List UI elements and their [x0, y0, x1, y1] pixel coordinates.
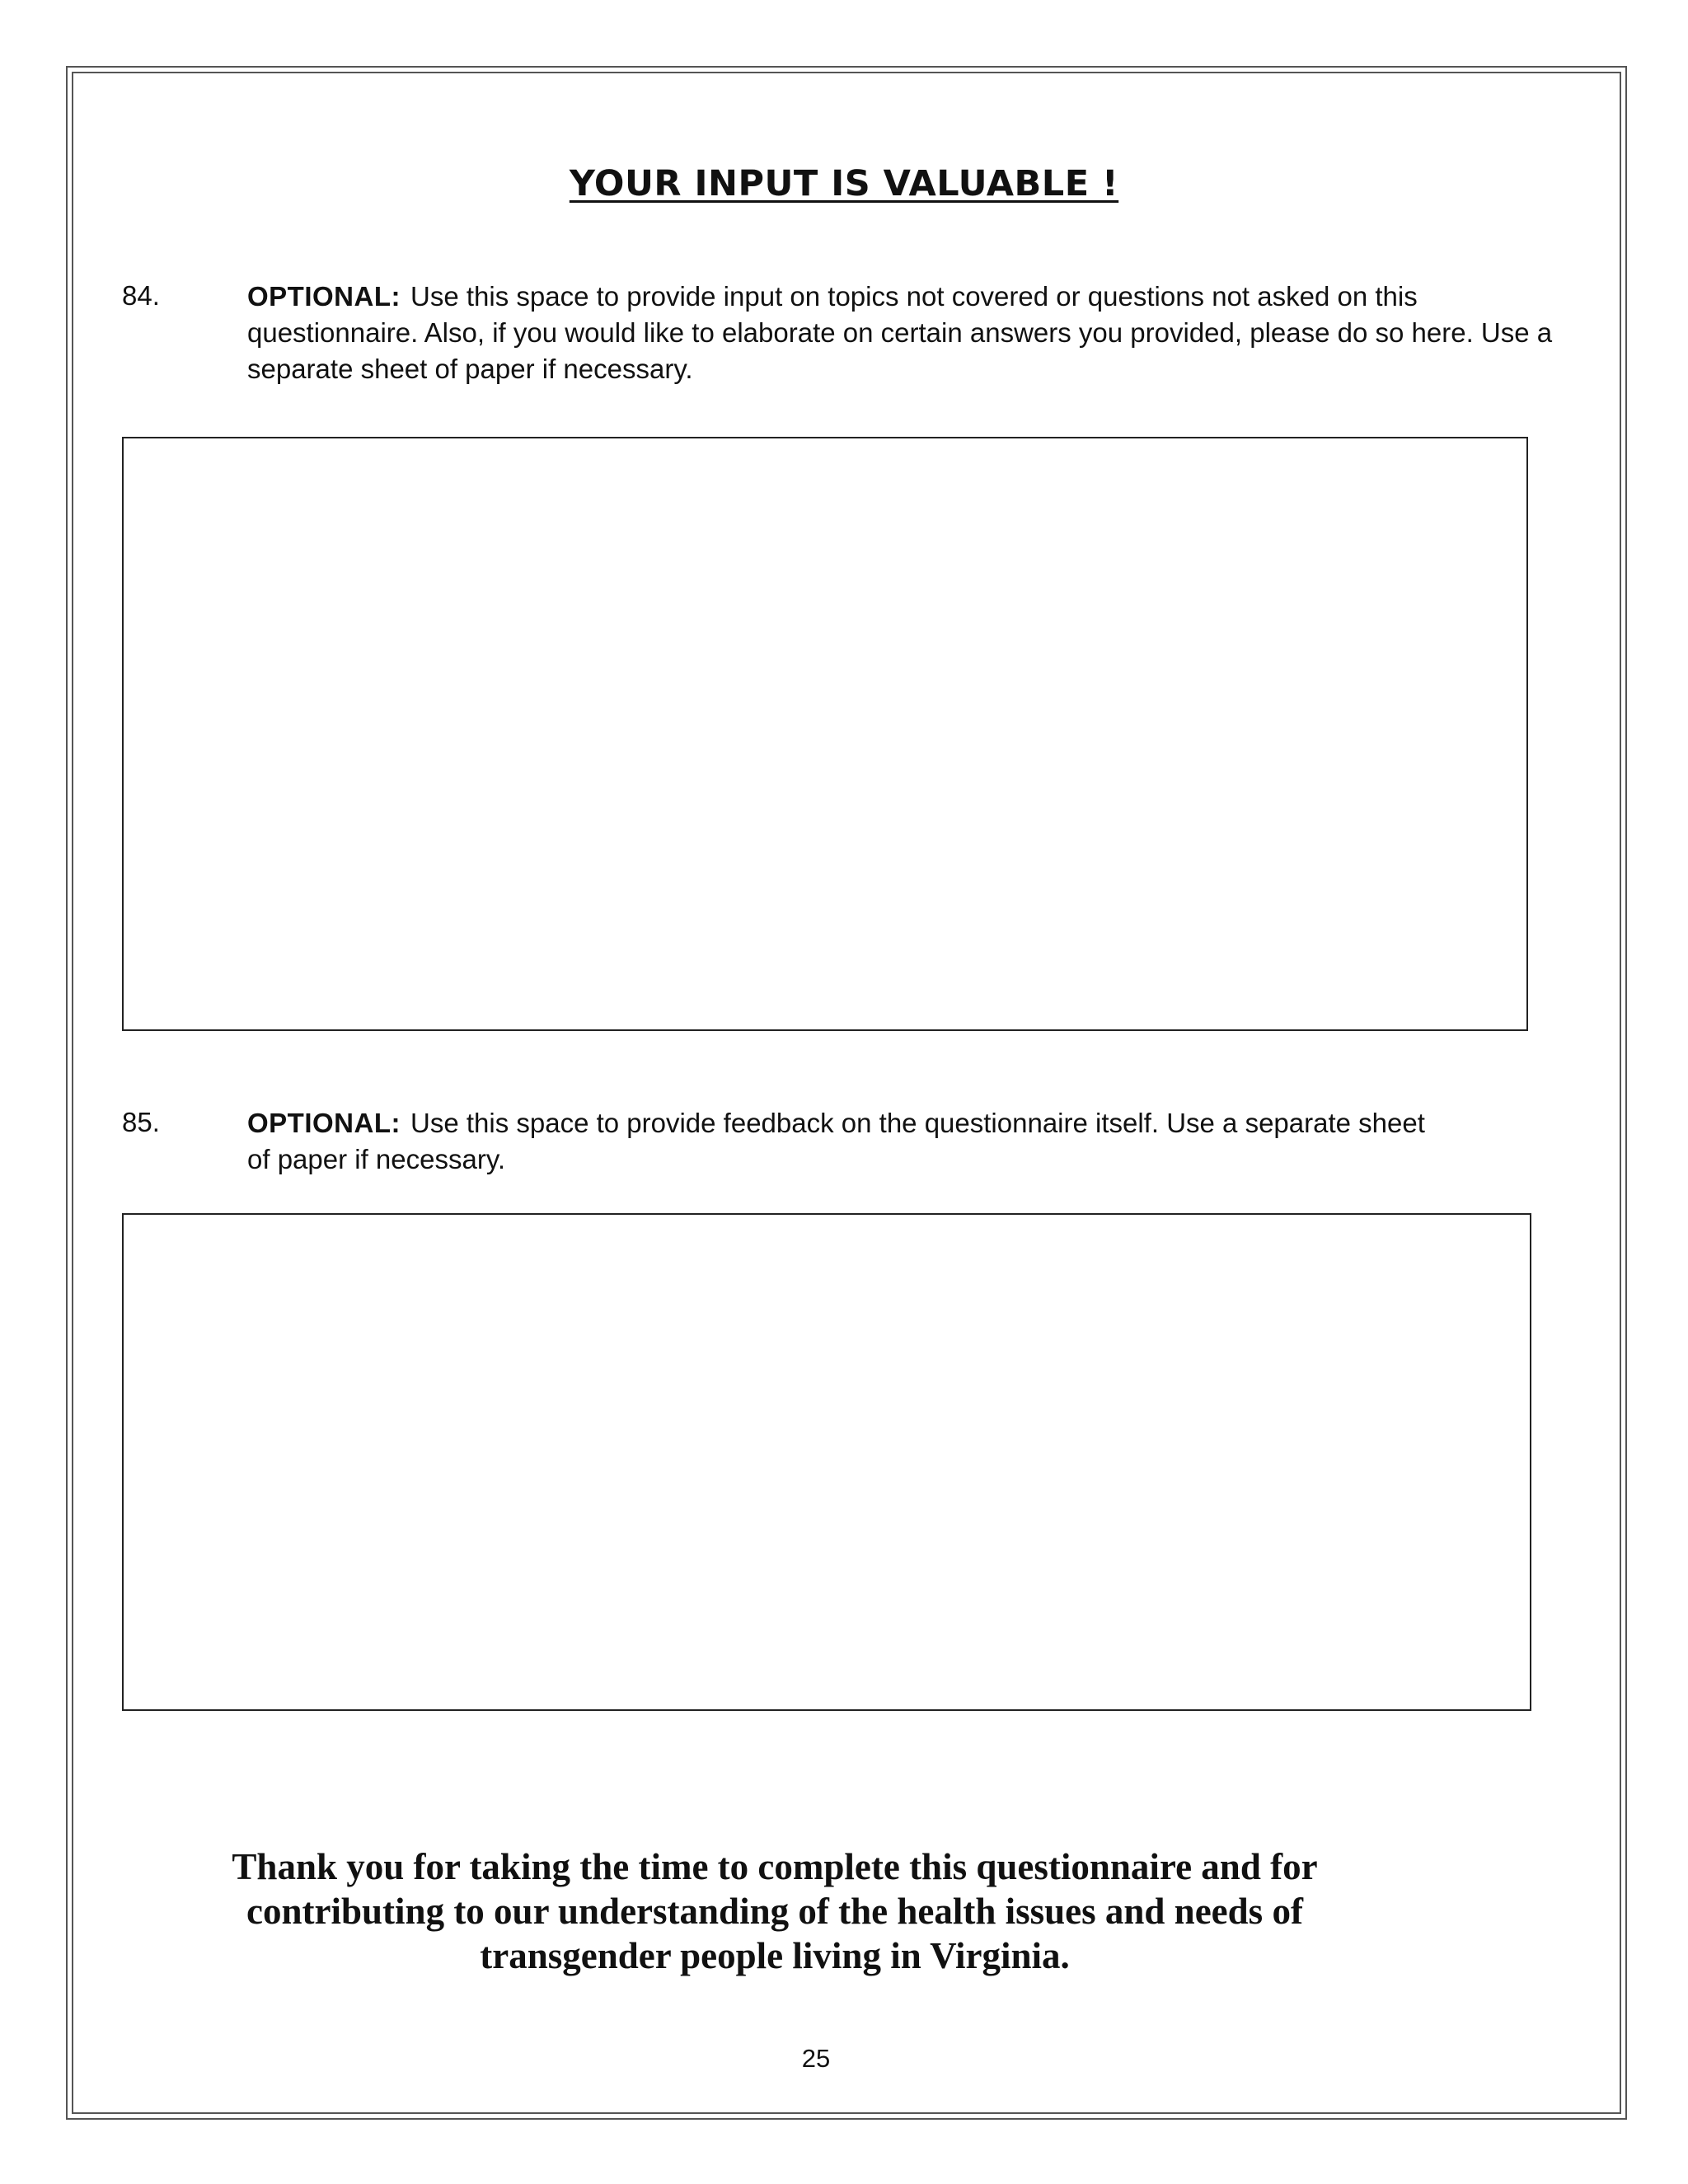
question-85-answer-box[interactable] [122, 1213, 1531, 1711]
page-heading: YOUR INPUT IS VALUABLE ! [569, 163, 1119, 204]
question-85-label: OPTIONAL: [247, 1108, 401, 1138]
question-84-text: Use this space to provide input on topics not covered or questions not asked on this questionnaire. Also, if you would like to elaborate on certain answers you provided, please do so here. Use a separate sheet of paper if necessary. [247, 281, 1553, 384]
question-85-prompt [247, 1105, 1434, 1178]
question-84-label: OPTIONAL: [247, 281, 401, 312]
thank-you-message: Thank you for taking the time to complete this questionnaire and for contributing to our understanding of the health issues and needs of transgender people living in Virginia. [232, 1846, 1318, 1976]
question-85-text: Use this space to provide feedback on the questionnaire itself. Use a separate sheet of paper if necessary. [247, 1108, 1425, 1174]
page-number: 25 [801, 2044, 831, 2073]
question-84-answer-box[interactable] [122, 437, 1528, 1031]
question-84-number: 84. [122, 280, 160, 311]
question-85-number: 85. [122, 1107, 160, 1137]
question-84-prompt [247, 279, 1582, 387]
